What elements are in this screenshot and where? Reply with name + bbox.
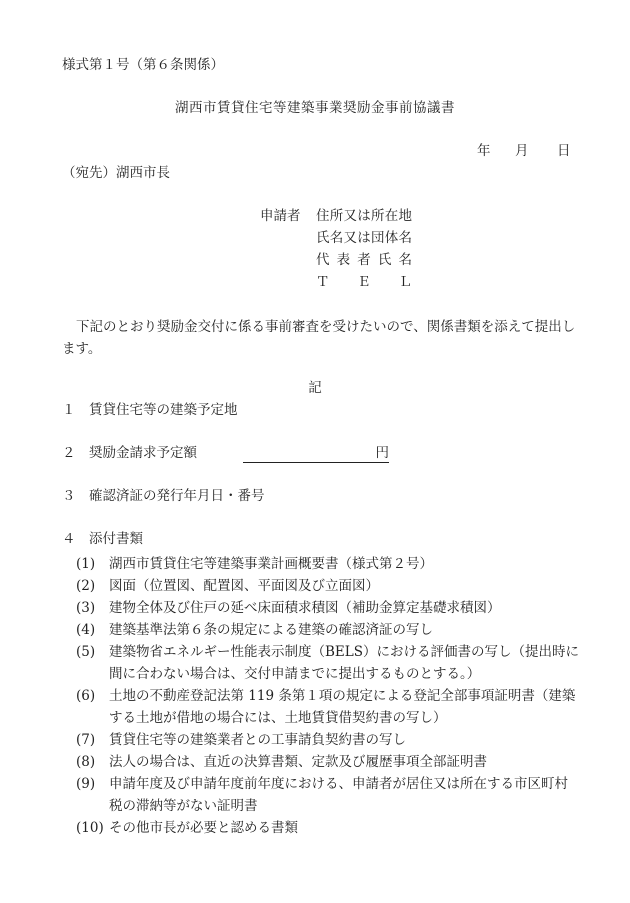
attachment-item <box>76 597 581 619</box>
attachment-text: 法人の場合は、直近の決算書類、定款及び履歴事項全部証明書 <box>109 754 487 770</box>
attachment-number: (3) <box>76 600 96 616</box>
attachment-text: 図面（位置図、配置図、平面図及び立面図） <box>109 578 379 594</box>
applicant-label: 申請者 <box>260 208 301 224</box>
attachment-item <box>76 817 581 839</box>
date-day-label: 日 <box>557 143 571 159</box>
attachment-number: (8) <box>76 754 96 770</box>
attachment-item <box>76 553 581 575</box>
attachment-text: 湖西市賃貸住宅等建築事業計画概要書（様式第２号） <box>109 556 433 572</box>
addressee: （宛先）湖西市長 <box>62 165 170 181</box>
attachment-text: 申請年度及び申請年度前年度における、申請者が居住又は所在する市区町村税の滞納等がない証明書 <box>109 776 568 814</box>
attachment-number: (5) <box>76 644 96 660</box>
date-month-label: 月 <box>515 143 529 159</box>
attachment-number: (9) <box>76 776 96 792</box>
attachment-text: 賃貸住宅等の建築業者との工事請負契約書の写し <box>109 732 406 748</box>
attachment-number: (1) <box>76 556 96 572</box>
item-attachments: ４ 添付書類 <box>62 531 143 547</box>
attachment-item <box>76 619 581 641</box>
field-representative-label: 代 表 者 氏 名 <box>316 252 412 268</box>
attachment-item <box>76 685 581 729</box>
attachment-item <box>76 641 581 685</box>
attachment-text: 建物全体及び住戸の延べ床面積求積図（補助金算定基礎求積図） <box>109 600 501 616</box>
amount-blank-line <box>243 445 389 463</box>
document-title: 湖西市賃貸住宅等建築事業奨励金事前協議書 <box>175 100 455 116</box>
attachment-item <box>76 729 581 751</box>
item-construction-site: １ 賃貸住宅等の建築予定地 <box>62 402 238 418</box>
field-tel-label: Ｔ Ｅ Ｌ <box>316 274 412 290</box>
attachment-item <box>76 751 581 773</box>
attachment-item <box>76 773 581 817</box>
attachment-number: (2) <box>76 578 96 594</box>
attachment-text: 建築基準法第６条の規定による建築の確認済証の写し <box>109 622 433 638</box>
attachment-text: その他市長が必要と認める書類 <box>109 820 298 836</box>
item-subsidy-amount: ２ 奨励金請求予定額 <box>62 445 197 461</box>
attachment-number: (4) <box>76 622 96 638</box>
field-address-label: 住 所 又 は 所 在 地 <box>316 208 412 224</box>
attachment-number: (7) <box>76 732 96 748</box>
attachment-text: 土地の不動産登記法第 119 条第１項の規定による登記全部事項証明書（建築する土地が借地の場合には、土地賃貸借契約書の写し） <box>109 688 576 726</box>
field-name-label: 氏 名 又 は 団 体 名 <box>316 230 412 246</box>
attachment-number: (10) <box>76 820 104 836</box>
attachment-number: (6) <box>76 688 96 704</box>
attachment-item <box>76 575 581 597</box>
intro-paragraph: 下記のとおり奨励金交付に係る事前審査を受けたいので、関係書類を添えて提出します。 <box>62 319 576 357</box>
attachment-text: 建築物省エネルギー性能表示制度（BELS）における評価書の写し（提出時に間に合わない場合は、交付申請までに提出するものとする。） <box>109 644 579 682</box>
amount-unit: 円 <box>375 445 389 461</box>
form-number: 様式第１号（第６条関係） <box>62 57 224 73</box>
ki-heading: 記 <box>308 380 322 396</box>
item-confirmation-date: ３ 確認済証の発行年月日・番号 <box>62 488 265 504</box>
date-year-label: 年 <box>477 143 491 159</box>
